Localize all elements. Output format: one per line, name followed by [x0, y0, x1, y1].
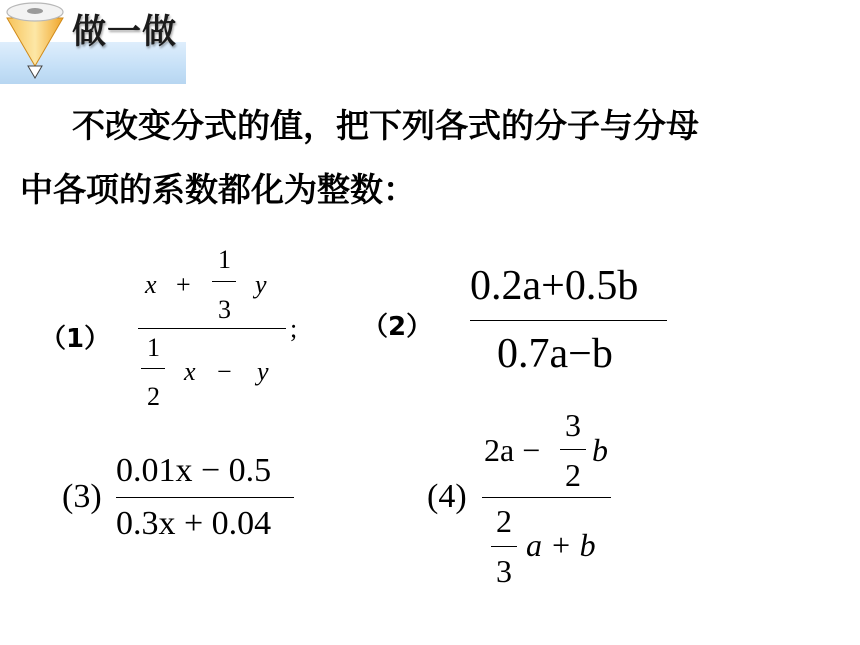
problem-2-label: （2） — [362, 312, 433, 342]
p1-main-bar — [138, 328, 286, 329]
p4-num-var: b — [592, 432, 608, 468]
problem-4-label: (4) — [427, 478, 467, 515]
p4-den-coef-den: 3 — [496, 553, 512, 589]
p1-den-coef-num: 1 — [147, 333, 160, 362]
p1-suffix: ; — [290, 314, 298, 343]
p4-den-rest: a + b — [526, 527, 596, 563]
p4-main-bar — [482, 497, 611, 498]
p3-denominator: 0.3x + 0.04 — [116, 505, 272, 542]
p1-num-coef-den: 3 — [218, 295, 231, 324]
p3-main-bar — [116, 497, 294, 498]
p1-num-x: x — [145, 270, 157, 299]
p2-main-bar — [470, 320, 667, 321]
p2-numerator: 0.2a+0.5b — [470, 263, 639, 309]
instruction-text — [20, 94, 820, 222]
p4-num-coef-num: 3 — [565, 407, 581, 443]
pencil-icon — [4, 0, 66, 84]
problem-1-label: （1） — [40, 324, 111, 354]
p2-denominator: 0.7a−b — [497, 331, 613, 377]
problem-3-label: (3) — [62, 478, 102, 515]
p3-numerator: 0.01x − 0.5 — [116, 452, 272, 489]
p1-num-coef-num: 1 — [218, 245, 231, 274]
instruction-line-2: 中各项的系数都化为整数： — [20, 170, 416, 209]
p1-num-y: y — [255, 270, 267, 299]
p4-den-coef-num: 2 — [496, 503, 512, 539]
p4-num-term: 2a − — [484, 432, 541, 468]
p1-den-coef-bar — [141, 368, 165, 369]
p4-num-coef-den: 2 — [565, 457, 581, 493]
page-title: 做一做 — [72, 12, 177, 52]
p1-den-y: y — [257, 357, 269, 386]
p1-den-coef-den: 2 — [147, 382, 160, 411]
p1-num-plus: + — [176, 270, 191, 299]
p1-num-coef-bar — [212, 281, 236, 282]
p1-den-minus: − — [217, 357, 232, 386]
p4-num-coef-bar — [560, 449, 586, 450]
instruction-line-1: 不改变分式的值，把下列各式的分子与分母 — [72, 106, 699, 145]
p1-den-x: x — [184, 357, 196, 386]
p4-den-coef-bar — [491, 546, 517, 547]
